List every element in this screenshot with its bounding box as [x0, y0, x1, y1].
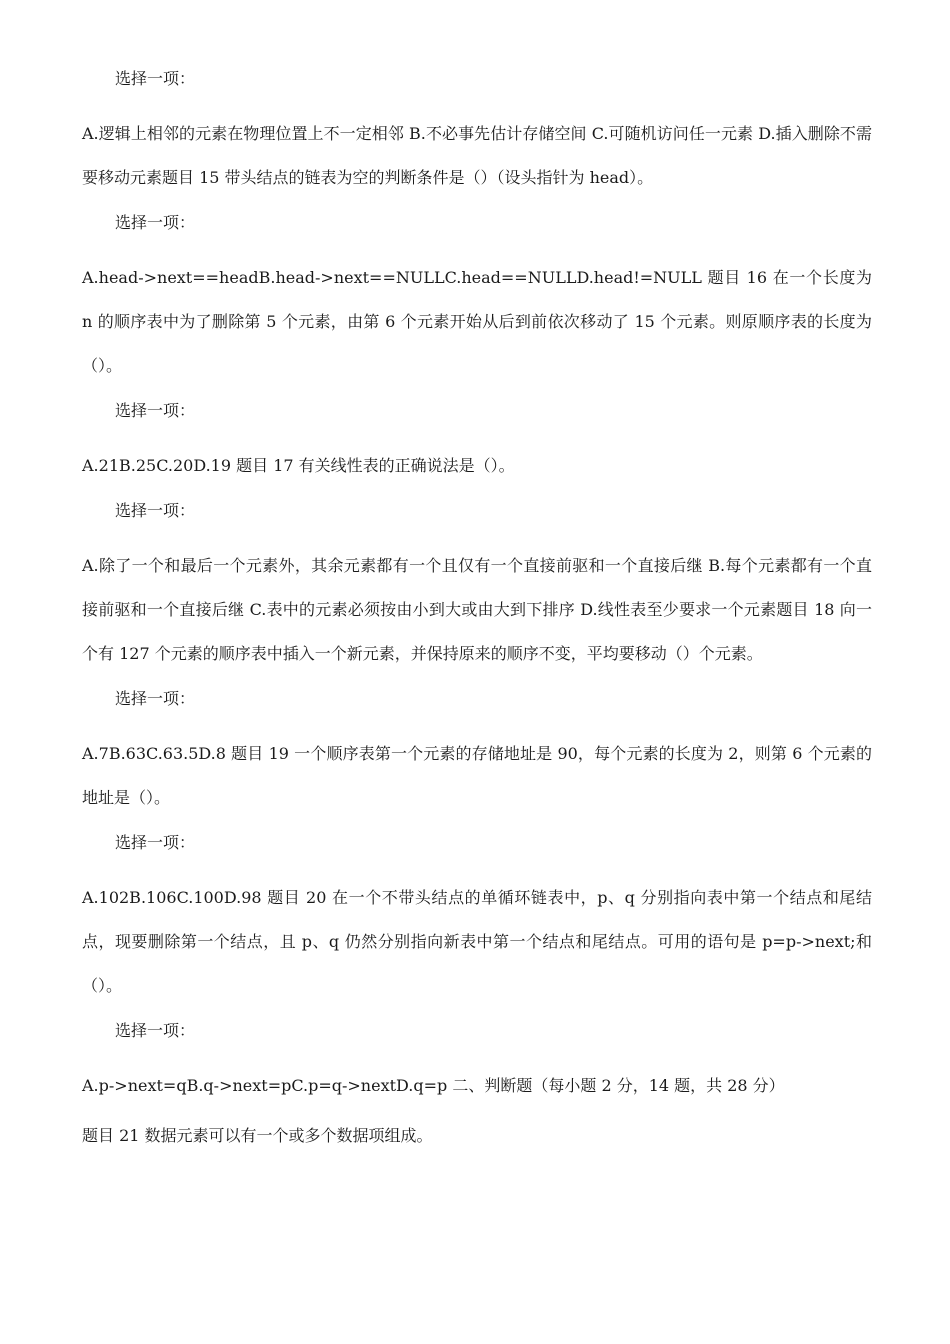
- choice-prompt-label: 选择一项：: [115, 501, 196, 520]
- question-paragraph: A.逻辑上相邻的元素在物理位置上不一定相邻 B.不必事先估计存储空间 C.可随机访问任一元素 D.插入删除不需要移动元素题目 15 带头结点的链表为空的判断条件是（）（设头指针为 head）。: [82, 124, 872, 187]
- question-paragraph: A.21B.25C.20D.19 题目 17 有关线性表的正确说法是（）。: [82, 456, 515, 475]
- choice-prompt-label: 选择一项：: [115, 401, 196, 420]
- question-paragraph: A.7B.63C.63.5D.8 题目 19 一个顺序表第一个元素的存储地址是 90，每个元素的长度为 2，则第 6 个元素的地址是（）。: [82, 744, 872, 807]
- judgment-question-21: 题目 21 数据元素可以有一个或多个数据项组成。: [82, 1126, 433, 1145]
- choice-prompt-label: 选择一项：: [115, 213, 196, 232]
- document-body: [82, 68, 872, 1158]
- choice-prompt-label: 选择一项：: [115, 1021, 196, 1040]
- question-paragraph: A.除了一个和最后一个元素外，其余元素都有一个且仅有一个直接前驱和一个直接后继 B.每个元素都有一个直接前驱和一个直接后继 C.表中的元素必须按由小到大或由大到下排序 D.线性表至少要求一个元素题目 18 向一个有 127 个元素的顺序表中插入一个新元素，并保持原来的顺序不变，平均要移动（）个元素。: [82, 556, 872, 663]
- question-paragraph: A.102B.106C.100D.98 题目 20 在一个不带头结点的单循环链表中，p、q 分别指向表中第一个结点和尾结点，现要删除第一个结点，且 p、q 仍然分别指向新表中第一个结点和尾结点。可用的语句是 p=p->next;和（）。: [82, 888, 872, 995]
- choice-prompt-label: 选择一项：: [115, 69, 196, 88]
- question-paragraph: A.head->next==headB.head->next==NULLC.head==NULLD.head!=NULL 题目 16 在一个长度为 n 的顺序表中为了删除第 5 个元素，由第 6 个元素开始从后到前依次移动了 15 个元素。则原顺序表的长度为（）。: [82, 268, 872, 375]
- question-paragraph: A.p->next=qB.q->next=pC.p=q->nextD.q=p 二、判断题（每小题 2 分，14 题，共 28 分）: [82, 1076, 785, 1095]
- choice-prompt-label: 选择一项：: [115, 833, 196, 852]
- choice-prompt-label: 选择一项：: [115, 689, 196, 708]
